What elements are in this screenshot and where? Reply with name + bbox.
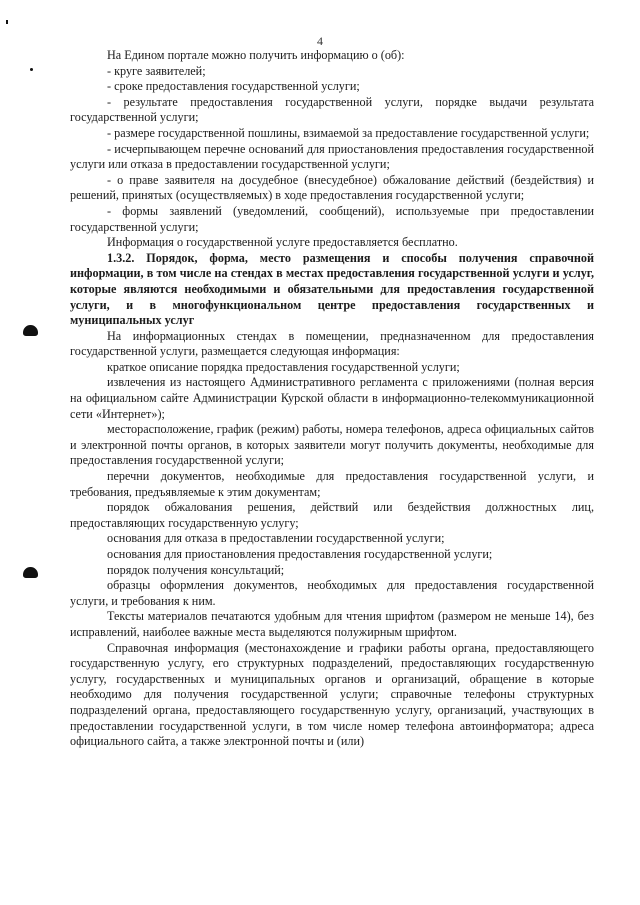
section-heading-1-3-2: 1.3.2. Порядок, форма, место размещения и способы получения справочной информации, в том числе на стендах в местах предоставления государственной услуги и услуг, которые являются необходимыми и обязательными для предоставления государственной услуги, и в многофункциональном центре предоставления государственных и муниципальных услуг xyxy=(70,250,594,328)
list-item-forms: - формы заявлений (уведомлений, сообщений), используемые при предоставлении государственной услуги; xyxy=(70,203,594,234)
paragraph-portal-intro: На Едином портале можно получить информацию о (об): xyxy=(107,48,405,62)
list-item-location-schedule: месторасположение, график (режим) работы, номера телефонов, адреса официальных сайтов и электронной почты органов, в которых заявители могут получить документы, необходимые для предоставления государственной услуги; xyxy=(70,422,594,468)
paragraph-free-of-charge: Информация о государственной услуге предоставляется бесплатно. xyxy=(107,235,458,250)
paragraph-font-requirements: Тексты материалов печатаются удобным для чтения шрифтом (размером не меньше 14), без исправлений, наиболее важные места выделяются полужирным шрифтом. xyxy=(70,609,594,639)
binder-hole-mark xyxy=(23,567,38,578)
document-body xyxy=(70,48,594,750)
list-item-result: - результате предоставления государственной услуги, порядке выдачи результата государственной услуги; xyxy=(70,94,594,125)
list-item-consultations: порядок получения консультаций; xyxy=(107,562,285,577)
scan-speck xyxy=(6,20,8,24)
list-item-grounds: - исчерпывающем перечне оснований для приостановления предоставления государственной услуги или отказа в предоставлении государственной услуги; xyxy=(70,141,594,172)
list-item-applicants: - круге заявителей; xyxy=(107,63,206,78)
list-item-suspension-grounds: основания для приостановления предоставления государственной услуги; xyxy=(107,547,493,561)
binder-hole-mark xyxy=(23,325,38,336)
list-item-document-lists: перечни документов, необходимые для предоставления государственной услуги, и требования, предъявляемые к этим документам; xyxy=(70,469,594,499)
list-item-refusal-grounds: основания для отказа в предоставлении государственной услуги; xyxy=(107,531,445,546)
page-number: 4 xyxy=(317,34,323,48)
list-item-appeal-procedure: порядок обжалования решения, действий или бездействия должностных лиц, предоставляющих государственную услугу; xyxy=(70,500,594,530)
paragraph-stands-intro: На информационных стендах в помещении, предназначенном для предоставления государственной услуги, размещается следующая информация: xyxy=(70,328,594,359)
list-item-fee: - размере государственной пошлины, взимаемой за предоставление государственной услуги; xyxy=(107,125,590,140)
paragraph-reference-info: Справочная информация (местонахождение и графики работы органа, предоставляющего государственную услугу, его структурных подразделений, предоставляющих государственную услугу, государственных и муниципальных органов и организаций, обращение в которые необходимо для получения государственной услуги; справочные телефоны структурных подразделений органа, предоставляющего государственную услугу, организаций, участвующих в предоставлении государственной услуги, в том числе номер телефона автоинформатора; адреса официального сайта, а также электронной почты и (или) xyxy=(70,640,594,749)
list-item-term: - сроке предоставления государственной услуги; xyxy=(107,79,360,94)
list-item-short-description: краткое описание порядка предоставления государственной услуги; xyxy=(107,359,460,374)
list-item-extracts: извлечения из настоящего Административного регламента с приложениями (полная версия на официальном сайте Администрации Курской области в информационно-телекоммуникационной сети «Интернет»); xyxy=(70,375,594,421)
scan-speck xyxy=(30,68,33,71)
list-item-appeal-right: - о праве заявителя на досудебное (внесудебное) обжалование действий (бездействия) и решений, принятых (осуществляемых) в ходе предоставления государственной услуги; xyxy=(70,172,594,203)
list-item-samples: образцы оформления документов, необходимых для предоставления государственной услуги, и требования к ним. xyxy=(70,578,594,608)
